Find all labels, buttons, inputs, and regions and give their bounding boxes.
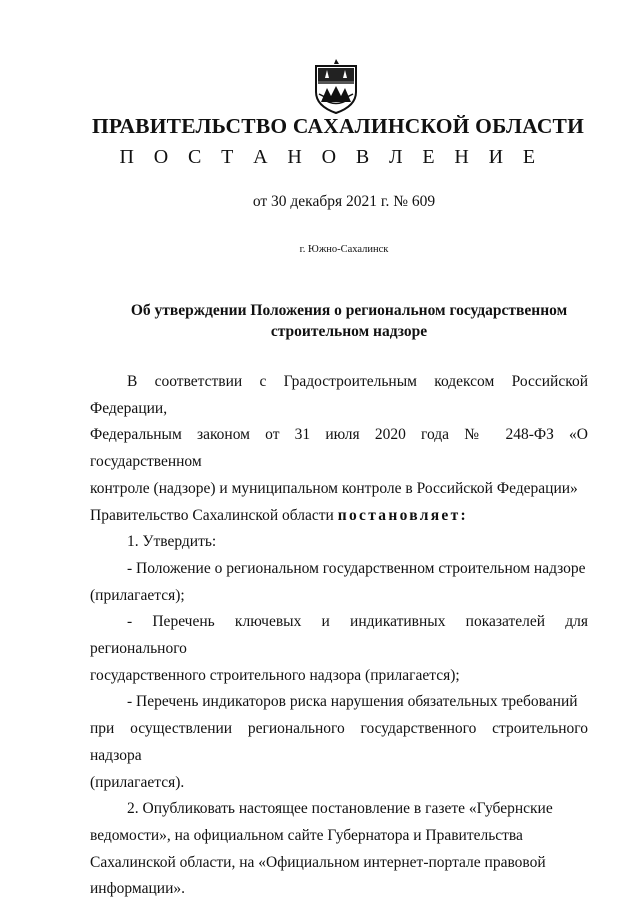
organization-name: ПРАВИТЕЛЬСТВО САХАЛИНСКОЙ ОБЛАСТИ bbox=[91, 114, 585, 138]
resolves-word: постановляет: bbox=[337, 506, 468, 524]
paragraph-line bbox=[90, 503, 588, 530]
list-item: государственного строительного надзора (прилагается); bbox=[90, 666, 460, 684]
list-item: при осуществлении регионального государственного строительного надзора bbox=[90, 720, 588, 764]
paragraph-line: контроле (надзоре) и муниципальном контроле в Российской Федерации» bbox=[90, 479, 578, 497]
paragraph-line: В соответствии с Градостроительным кодексом Российской Федерации, bbox=[90, 373, 588, 417]
list-item: - Перечень индикаторов риска нарушения обязательных требований bbox=[127, 693, 578, 711]
list-item: 2. Опубликовать настоящее постановление в газете «Губернские bbox=[127, 800, 553, 818]
document-date-number: от 30 декабря 2021 г. № 609 bbox=[252, 193, 436, 210]
document-title-line: строительном надзоре bbox=[270, 323, 428, 340]
document-city: г. Южно-Сахалинск bbox=[299, 244, 389, 255]
list-item: ведомости», на официальном сайте Губернатора и Правительства bbox=[90, 826, 523, 844]
list-item: - Перечень ключевых и индикативных показателей для регионального bbox=[90, 613, 588, 658]
list-item: Сахалинской области, на «Официальном интернет-портале правовой bbox=[90, 853, 546, 871]
list-item: - Положение о региональном государственном строительном надзоре bbox=[127, 559, 586, 577]
document-title bbox=[110, 300, 588, 342]
sakhalin-coat-of-arms-icon bbox=[313, 58, 359, 114]
document-type: П О С Т А Н О В Л Е Н И Е bbox=[119, 146, 543, 168]
document-body bbox=[90, 369, 588, 903]
document-title-line: Об утверждении Положения о региональном государственном bbox=[130, 302, 568, 319]
list-item: 1. Утвердить: bbox=[127, 533, 217, 551]
paragraph-line: Федеральным законом от 31 июля 2020 года № 248-ФЗ «О государственном bbox=[90, 426, 588, 471]
list-item: (прилагается). bbox=[90, 773, 185, 791]
government-name: Правительство Сахалинской области bbox=[90, 506, 334, 524]
list-item: (прилагается); bbox=[90, 586, 185, 604]
list-item: информации». bbox=[90, 880, 185, 898]
